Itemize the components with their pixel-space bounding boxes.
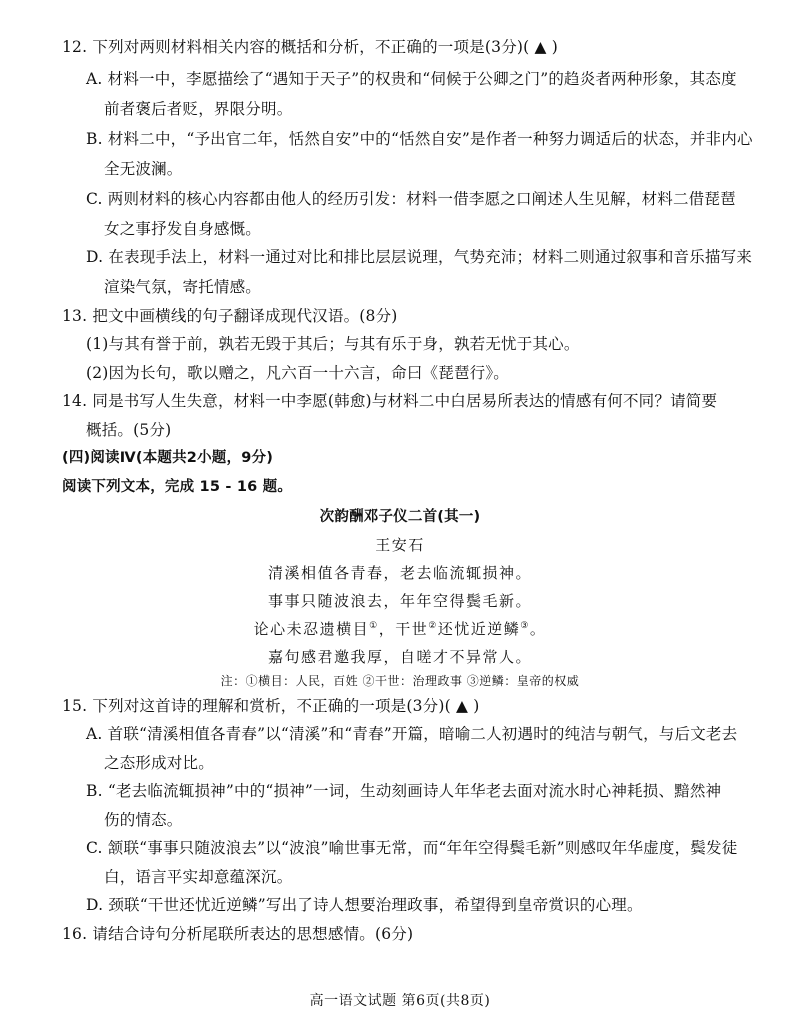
section-instruction: 阅读下列文本，完成 15 - 16 题。 [62, 479, 293, 495]
poem-line-3-part4: 。 [529, 620, 547, 638]
q15-option-c-line1: C. 颔联“事事只随波浪去”以“波浪”喻世事无常，而“年年空得鬓毛新”则感叹年华虚度，鬓发徒 [86, 839, 738, 857]
poem-notes: 注：①横目：人民，百姓 ②干世：治理政事 ③逆鳞：皇帝的权威 [220, 674, 580, 688]
q15-option-a-line2: 之态形成对比。 [104, 754, 214, 772]
poem-line-3-part1: 论心未忍遗横目 [253, 620, 370, 638]
q12-option-a-line1: A. 材料一中，李愿描绘了“遇知于天子”的权贵和“伺候于公卿之门”的趋炎者两种形象，其态度 [86, 70, 737, 88]
q13-stem: 13. 把文中画横线的句子翻译成现代汉语。(8分) [62, 307, 398, 325]
poem-line-3-part2: ，干世 [378, 620, 429, 638]
section-heading: (四)阅读Ⅳ(本题共2小题，9分) [62, 450, 274, 466]
q16-stem: 16. 请结合诗句分析尾联所表达的思想感情。(6分) [62, 925, 414, 943]
poem-line-4: 嘉句感君邀我厚，自嗟才不异常人。 [267, 648, 532, 666]
q12-option-c-line2: 女之事抒发自身感慨。 [104, 220, 262, 238]
q13-sentence-1: (1)与其有誉于前，孰若无毁于其后；与其有乐于身，孰若无忧于其心。 [86, 335, 580, 353]
q15-option-b-line1: B. “老去临流辄损神”中的“损神”一词，生动刻画诗人年华老去面对流水时心神耗损、黯然神 [86, 782, 722, 800]
q15-option-b-line2: 伤的情态。 [104, 811, 183, 829]
q15-option-a-line1: A. 首联“清溪相值各青春”以“清溪”和“青春”开篇，暗喻二人初遇时的纯洁与朝气，与后文老去 [86, 725, 738, 743]
poem-title: 次韵酬邓子仪二首(其一) [319, 509, 481, 525]
q13-sentence-2: (2)因为长句，歌以赠之，凡六百一十六言，命曰《琵琶行》。 [86, 364, 510, 382]
poem-line-2: 事事只随波浪去，年年空得鬓毛新。 [267, 592, 532, 610]
q14-line2: 概括。(5分) [86, 421, 172, 439]
q12-option-d-line1: D. 在表现手法上，材料一通过对比和排比层层说理，气势充沛；材料二则通过叙事和音乐描写来 [86, 248, 753, 266]
poem-author: 王安石 [375, 536, 425, 554]
q15-stem: 15. 下列对这首诗的理解和赏析，不正确的一项是(3分)( ▲ ) [62, 697, 480, 715]
q12-option-a-line2: 前者褒后者贬，界限分明。 [104, 100, 293, 118]
page-footer: 高一语文试题 第6页(共8页) [309, 993, 491, 1009]
poem-line-3-part3: 还忧近逆鳞 [437, 620, 521, 638]
poem-line-1: 清溪相值各青春，老去临流辄损神。 [267, 564, 532, 582]
footnote-marker-3: ③ [520, 621, 530, 631]
footnote-marker-2: ② [428, 621, 438, 631]
q12-stem: 12. 下列对两则材料相关内容的概括和分析，不正确的一项是(3分)( ▲ ) [62, 38, 559, 56]
q15-option-c-line2: 白，语言平实却意蕴深沉。 [104, 868, 293, 886]
poem-line-3 [0, 618, 800, 640]
q12-option-b-line2: 全无波澜。 [104, 160, 183, 178]
q12-option-d-line2: 渲染气氛，寄托情感。 [104, 278, 262, 296]
q15-option-d-line1: D. 颈联“干世还忧近逆鳞”写出了诗人想要治理政事，希望得到皇帝赏识的心理。 [86, 896, 643, 914]
q12-option-c-line1: C. 两则材料的核心内容都由他人的经历引发：材料一借李愿之口阐述人生见解，材料二借琵琶 [86, 190, 736, 208]
q14-line1: 14. 同是书写人生失意，材料一中李愿(韩愈)与材料二中白居易所表达的情感有何不同？请简要 [62, 392, 718, 410]
q12-option-b-line1: B. 材料二中，“予出官二年，恬然自安”中的“恬然自安”是作者一种努力调适后的状态，并非内心 [86, 130, 753, 148]
footnote-marker-1: ① [369, 621, 379, 631]
